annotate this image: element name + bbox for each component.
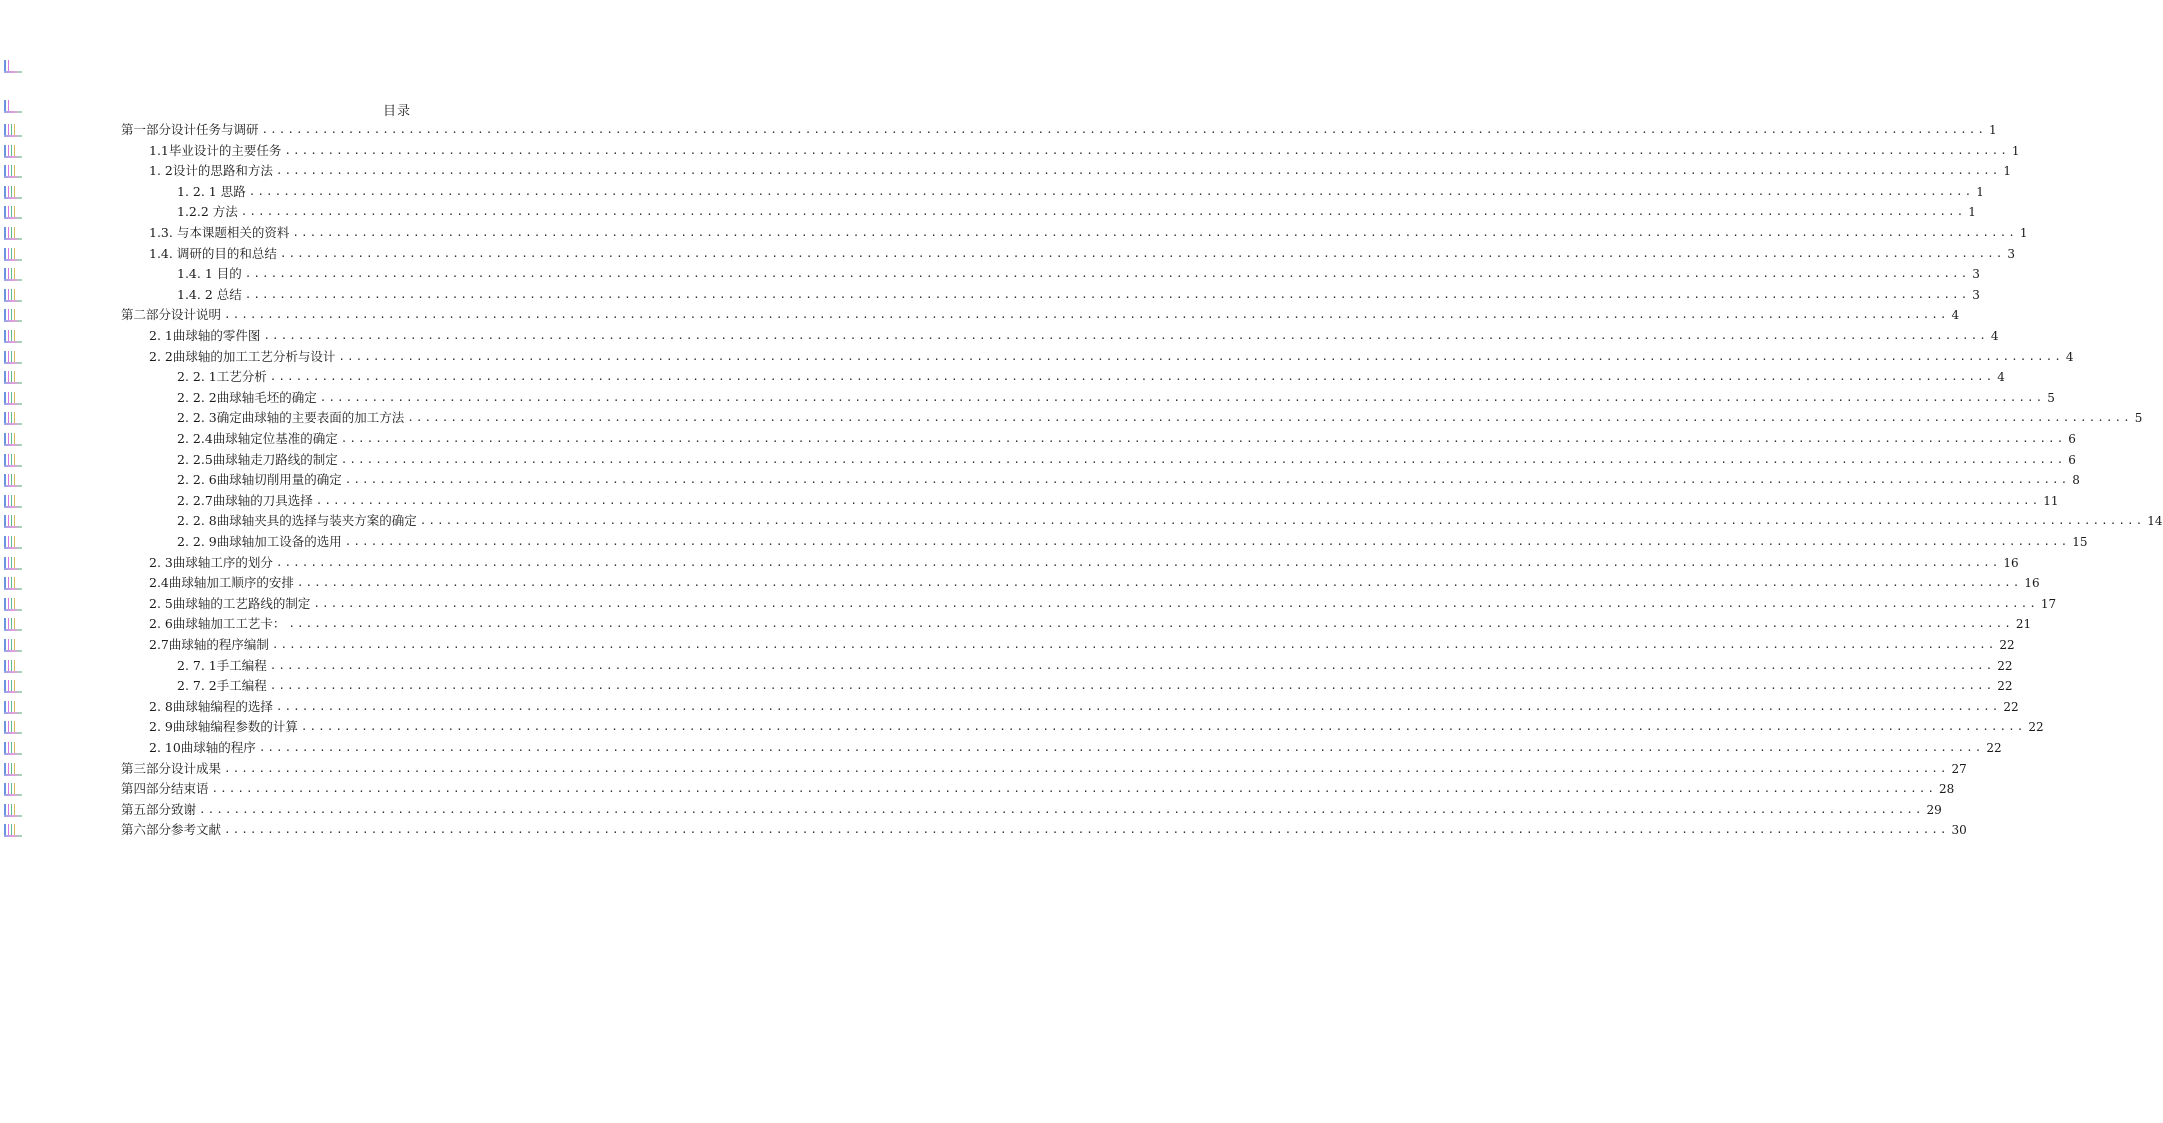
toc-entry[interactable]	[177, 656, 2013, 676]
toc-dot-leader: ........................................................................................................................................................................................................	[224, 308, 1949, 322]
margin-marks	[0, 0, 26, 1123]
toc-entry[interactable]	[149, 553, 2019, 573]
margin-mark	[4, 186, 20, 199]
toc-entry-label: 1.4. 调研的目的和总结	[149, 245, 277, 261]
toc-dot-leader: ........................................................................................................................................................................................................	[248, 184, 1974, 198]
margin-mark	[4, 289, 20, 302]
margin-mark	[4, 701, 20, 714]
toc-dot-leader: ........................................................................................................................................................................................................	[340, 432, 2066, 445]
margin-mark	[4, 783, 20, 796]
toc-entry-page-number: 28	[1939, 782, 1955, 797]
toc-dot-leader: ........................................................................................................................................................................................................	[269, 679, 1995, 693]
toc-entry[interactable]	[149, 738, 2002, 758]
toc-entry-label: 第五部分致谢	[121, 801, 197, 817]
toc-entry-label: 1. 2设计的思路和方法	[149, 163, 273, 179]
toc-entry-page-number: 1	[2019, 226, 2028, 240]
toc-entry-page-number: 22	[2028, 720, 2044, 735]
toc-entry-page-number: 4	[1997, 370, 2005, 385]
toc-entry[interactable]	[177, 491, 2059, 511]
toc-entry-label: 2. 7. 2手工编程	[177, 678, 267, 694]
toc-entry-label: 2. 8曲球轴编程的选择	[149, 698, 273, 714]
toc-entry[interactable]	[177, 285, 1980, 305]
toc-entry-label: 2. 7. 1手工编程	[177, 657, 267, 673]
toc-entry-label: 2. 3曲球轴工序的划分	[149, 554, 273, 570]
toc-entry[interactable]	[177, 264, 1980, 284]
margin-mark	[4, 742, 20, 755]
toc-dot-leader: ........................................................................................................................................................................................................	[279, 246, 2005, 260]
toc-dot-leader: ........................................................................................................................................................................................................	[199, 802, 1924, 816]
toc-entry[interactable]	[149, 223, 2028, 243]
margin-mark	[4, 412, 20, 425]
toc-entry-label: 2. 2.4曲球轴定位基准的确定	[177, 431, 338, 446]
toc-entry-page-number: 6	[2068, 452, 2076, 467]
toc-entry-label: 2. 10曲球轴的程序	[149, 740, 256, 755]
toc-entry-page-number: 21	[2015, 617, 2032, 632]
toc-dot-leader: ........................................................................................................................................................................................................	[275, 699, 2001, 713]
toc-dot-leader: ........................................................................................................................................................................................................	[338, 349, 2063, 363]
toc-entry[interactable]	[121, 120, 1997, 140]
toc-dot-leader: ........................................................................................................................................................................................................	[240, 205, 1966, 219]
toc-entry-label: 2.4曲球轴加工顺序的安排	[149, 575, 294, 591]
toc-entry[interactable]	[177, 676, 2013, 696]
toc-entry-page-number: 22	[1986, 741, 2002, 755]
toc-entry[interactable]	[121, 305, 1960, 325]
margin-mark	[4, 248, 20, 261]
toc-entry[interactable]	[177, 182, 1984, 202]
toc-entry-page-number: 22	[1997, 679, 2013, 694]
toc-entry[interactable]	[149, 614, 2032, 634]
margin-mark	[4, 804, 20, 817]
toc-entry[interactable]	[121, 779, 1955, 799]
toc-dot-leader: ........................................................................................................................................................................................................	[300, 720, 2026, 734]
toc-entry[interactable]	[121, 800, 1942, 820]
toc-entry[interactable]	[149, 347, 2074, 367]
toc-entry-page-number: 3	[1972, 287, 1980, 302]
toc-dot-leader: ........................................................................................................................................................................................................	[224, 761, 1949, 775]
toc-entry[interactable]	[149, 635, 2015, 655]
toc-entry-page-number: 22	[1999, 638, 2015, 652]
margin-mark	[4, 60, 10, 73]
toc-entry-page-number: 3	[1972, 267, 1980, 282]
toc-entry-page-number: 14	[2147, 514, 2163, 529]
margin-mark	[4, 268, 20, 281]
toc-entry[interactable]	[177, 408, 2143, 428]
toc-dot-leader: ........................................................................................................................................................................................................	[344, 473, 2070, 487]
toc-dot-leader: ........................................................................................................................................................................................................	[288, 617, 2013, 631]
toc-entry-label: 1.1毕业设计的主要任务	[149, 142, 282, 158]
margin-mark	[4, 618, 20, 631]
toc-dot-leader: ........................................................................................................................................................................................................	[419, 514, 2145, 528]
toc-entry-page-number: 1	[1989, 123, 1997, 137]
toc-entry-label: 第三部分设计成果	[121, 760, 222, 776]
toc-dot-leader: ........................................................................................................................................................................................................	[319, 390, 2045, 404]
toc-dot-leader: ........................................................................................................................................................................................................	[344, 535, 2070, 548]
margin-mark	[4, 330, 20, 343]
margin-mark	[4, 454, 20, 467]
margin-mark	[4, 515, 20, 528]
toc-entry[interactable]	[149, 326, 1999, 346]
toc-entry-label: 2. 2. 8曲球轴夹具的选择与装夹方案的确定	[177, 513, 417, 529]
toc-entry-page-number: 1	[1968, 205, 1976, 220]
toc-dot-leader: ........................................................................................................................................................................................................	[261, 123, 1987, 136]
toc-entry-page-number: 5	[2047, 390, 2055, 405]
toc-dot-leader: ........................................................................................................................................................................................................	[263, 329, 1988, 342]
toc-entry-label: 2. 2. 2曲球轴毛坯的确定	[177, 389, 317, 405]
margin-mark	[4, 124, 20, 137]
toc-entry[interactable]	[149, 594, 2057, 614]
margin-mark	[4, 824, 20, 837]
toc-entry-page-number: 1	[2011, 143, 2020, 158]
margin-mark	[4, 577, 20, 590]
toc-entry-page-number: 1	[2003, 164, 2012, 179]
toc-entry[interactable]	[149, 717, 2044, 737]
toc-entry-label: 第一部分设计任务与调研	[121, 122, 259, 137]
toc-dot-leader: ........................................................................................................................................................................................................	[340, 452, 2066, 466]
toc-entry-label: 第六部分参考文献	[121, 822, 222, 838]
toc-entry-page-number: 6	[2068, 432, 2076, 446]
toc-title: 目录	[382, 104, 411, 119]
margin-mark	[4, 680, 20, 693]
toc-dot-leader: ........................................................................................................................................................................................................	[269, 658, 1995, 672]
toc-dot-leader: ........................................................................................................................................................................................................	[296, 576, 2022, 590]
margin-mark	[4, 206, 20, 219]
toc-dot-leader: ........................................................................................................................................................................................................	[271, 638, 1997, 651]
margin-mark	[4, 145, 20, 158]
toc-entry-page-number: 4	[2065, 349, 2074, 364]
toc-dot-leader: ........................................................................................................................................................................................................	[244, 287, 1970, 301]
toc-entry-label: 2. 6曲球轴加工工艺卡：	[149, 616, 286, 632]
margin-mark	[4, 309, 20, 322]
margin-mark	[4, 227, 20, 240]
toc-entry-label: 2. 5曲球轴的工艺路线的制定	[149, 595, 311, 611]
toc-dot-leader: ........................................................................................................................................................................................................	[284, 143, 2009, 157]
margin-mark	[4, 639, 20, 652]
toc-entry-page-number: 1	[1976, 184, 1984, 199]
margin-mark	[4, 660, 20, 673]
toc-entry-label: 第二部分设计说明	[121, 307, 222, 323]
toc-entry-label: 2. 2. 9曲球轴加工设备的选用	[177, 534, 342, 549]
toc-entry[interactable]	[121, 820, 1967, 840]
toc-entry-label: 2. 2. 1工艺分析	[177, 369, 267, 385]
toc-entry[interactable]	[149, 244, 2015, 264]
toc-entry-page-number: 30	[1951, 823, 1967, 838]
toc-entry-label: 1. 2. 1 思路	[177, 183, 246, 199]
margin-mark	[4, 392, 20, 405]
toc-entry-page-number: 3	[2007, 246, 2015, 261]
toc-dot-leader: ........................................................................................................................................................................................................	[211, 782, 1937, 796]
toc-entry-label: 1.4. 2 总结	[177, 286, 242, 302]
toc-entry-label: 2. 1曲球轴的零件图	[149, 328, 261, 343]
toc-entry-page-number: 4	[1990, 329, 1999, 343]
toc-dot-leader: ........................................................................................................................................................................................................	[224, 823, 1949, 837]
toc-dot-leader: ........................................................................................................................................................................................................	[315, 493, 2041, 507]
toc-entry-label: 2. 9曲球轴编程参数的计算	[149, 719, 298, 735]
toc-entry-page-number: 8	[2072, 473, 2080, 488]
toc-entry-page-number: 15	[2072, 535, 2088, 549]
toc-entry[interactable]	[177, 532, 2088, 552]
toc-entry-page-number: 29	[1926, 802, 1942, 817]
toc-entry[interactable]	[177, 450, 2076, 470]
toc-dot-leader: ........................................................................................................................................................................................................	[269, 370, 1995, 384]
margin-mark	[4, 351, 20, 364]
toc-entry[interactable]	[177, 202, 1976, 222]
toc-entry-label: 2. 2曲球轴的加工工艺分析与设计	[149, 348, 336, 364]
toc-entry-label: 1.4. 1 目的	[177, 266, 242, 282]
margin-mark	[4, 371, 20, 384]
margin-mark	[4, 598, 20, 611]
toc-entry[interactable]	[177, 511, 2163, 531]
toc-entry-label: 2.7曲球轴的程序编制	[149, 637, 269, 652]
margin-mark	[4, 557, 20, 570]
toc-dot-leader: ........................................................................................................................................................................................................	[275, 164, 2001, 178]
toc-entry-label: 2. 2.5曲球轴走刀路线的制定	[177, 451, 338, 467]
toc-entry[interactable]	[177, 367, 2005, 387]
toc-entry-page-number: 17	[2040, 596, 2057, 611]
margin-mark	[4, 165, 20, 178]
toc-entry-label: 1.2.2 方法	[177, 204, 238, 220]
margin-mark	[4, 433, 20, 446]
toc-entry-label: 2. 2.7曲球轴的刀具选择	[177, 492, 313, 508]
toc-entry[interactable]	[121, 759, 1967, 779]
toc-entry-page-number: 22	[2003, 699, 2019, 714]
toc-entry[interactable]	[149, 161, 2012, 181]
toc-entry-page-number: 16	[2003, 555, 2019, 570]
margin-mark	[4, 474, 20, 487]
toc-dot-leader: ........................................................................................................................................................................................................	[407, 411, 2132, 425]
toc-entry[interactable]	[149, 697, 2019, 717]
toc-entry-page-number: 5	[2134, 411, 2143, 426]
toc-entry-page-number: 22	[1997, 658, 2013, 673]
margin-mark	[4, 763, 20, 776]
toc-entry-page-number: 4	[1951, 308, 1960, 323]
margin-mark	[4, 536, 20, 549]
toc-entry[interactable]	[177, 429, 2076, 449]
toc-dot-leader: ........................................................................................................................................................................................................	[258, 741, 1984, 754]
toc-entry-label: 1.3. 与本课题相关的资料	[149, 225, 290, 240]
toc-entry[interactable]	[149, 141, 2020, 161]
toc-dot-leader: ........................................................................................................................................................................................................	[313, 596, 2038, 610]
toc-entry[interactable]	[149, 573, 2040, 593]
margin-mark	[4, 721, 20, 734]
toc-entry-label: 2. 2. 6曲球轴切削用量的确定	[177, 472, 342, 488]
toc-entry[interactable]	[177, 388, 2055, 408]
toc-entry-page-number: 27	[1951, 761, 1967, 776]
toc-entry-page-number: 16	[2024, 576, 2040, 591]
margin-mark	[4, 495, 20, 508]
toc-dot-leader: ........................................................................................................................................................................................................	[292, 226, 2017, 239]
toc-dot-leader: ........................................................................................................................................................................................................	[244, 267, 1970, 281]
toc-entry[interactable]	[177, 470, 2080, 490]
toc-entry-page-number: 11	[2043, 493, 2059, 508]
toc-dot-leader: ........................................................................................................................................................................................................	[275, 555, 2001, 569]
toc-entry-label: 2. 2. 3确定曲球轴的主要表面的加工方法	[177, 410, 405, 426]
toc-entry-label: 第四部分结束语	[121, 781, 209, 797]
